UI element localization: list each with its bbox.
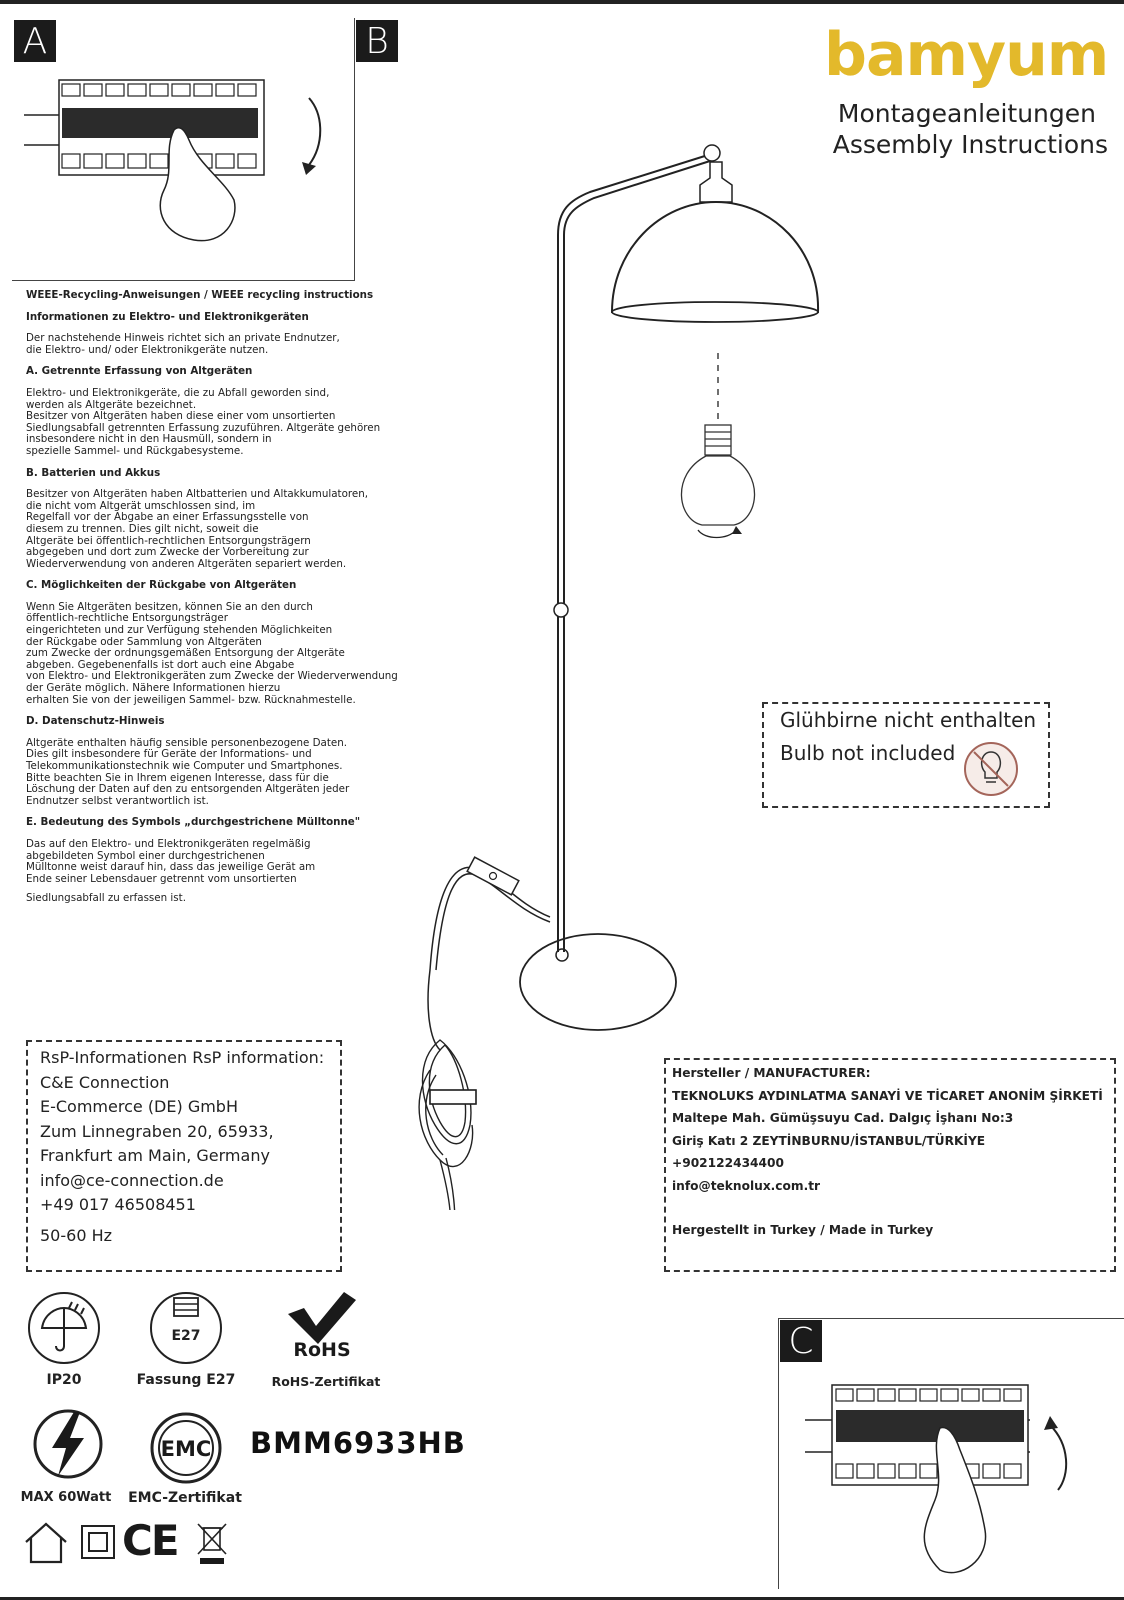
rsp-line-company2: E-Commerce (DE) GmbH [40,1097,238,1116]
mfr-line-address2: Giriş Katı 2 ZEYTİNBURNU/İSTANBUL/TÜRKİYE [672,1133,986,1148]
breaker-switch-off-illustration [24,70,344,250]
emc-icon [148,1410,224,1486]
weee-d-title: D. Datenschutz-Hinweis [26,715,165,728]
max-watt-lightning-icon [32,1406,104,1482]
ip20-label: IP20 [46,1372,82,1388]
breaker-switch-on-illustration [800,1380,1100,1580]
rsp-information-box [26,1040,342,1272]
top-border [0,0,1124,4]
bulb-note-de: Glühbirne nicht enthalten [780,708,1037,732]
rsp-line-frequency: 50-60 Hz [40,1225,113,1245]
panel-b-letter: B [356,20,398,62]
weee-b-text: Besitzer von Altgeräten haben Altbatterien und Altakkumulatoren, die nicht vom Altgerät umschlossen sind, im Regelfall vor der Abgabe an einer Erfassungsstelle von diesem zu trennen. Dies gilt nicht, soweit die Altgeräte bei öffentlich-rechtlichen Entsorgungsträgern abgegeben und dort zum Zwecke der Vorbereitung zur Wiederverwendung von anderen Altgeräten separiert werden. [26,488,369,570]
weee-e-text2: Siedlungsabfall zu erfassen ist. [26,892,186,905]
e27-icon-text: E27 [171,1328,201,1344]
model-number: BMM6933HB [250,1426,466,1460]
weee-b-title: B. Batterien und Akkus [26,466,161,479]
indoor-use-house-icon [22,1520,70,1566]
no-bulb-icon [962,740,1020,798]
weee-intro: Der nachstehende Hinweis richtet sich an private Endnutzer, die Elektro- und/ oder Elektronikgeräte nutzen. [26,332,340,356]
rohs-label: RoHS-Zertifikat [271,1374,381,1389]
ce-mark: CE [122,1516,178,1565]
rsp-line-phone: +49 017 46508451 [40,1195,196,1214]
emc-label: EMC-Zertifikat [128,1490,242,1506]
crossed-bin-weee-icon [196,1520,228,1566]
ip20-umbrella-icon [26,1290,102,1366]
e27-socket-icon [148,1290,224,1366]
rsp-line-title: RsP-Informationen RsP information: [40,1048,325,1067]
weee-c-title: C. Möglichkeiten der Rückgabe von Altgeräten [26,579,297,592]
panel-a-letter: A [14,20,56,62]
subtitle-de: Montageanleitungen [837,99,1096,128]
mfr-line-origin: Hergestellt in Turkey / Made in Turkey [672,1223,934,1237]
weee-d-text: Altgeräte enthalten häufig sensible personenbezogene Daten. Dies gilt insbesondere für Geräte der Informations- und Telekommunikationstechnik wie Computer und Smartphones. Bitte beachten Sie in Ihrem eigenen Interesse, dass für die Löschung der Daten auf den zu entsorgenden Altgeräten jeder Endnutzer selbst verantwortlich ist. [26,736,350,807]
weee-c-text: Wenn Sie Altgeräten besitzen, können Sie an den durch öffentlich-rechtliche Entsorgungsträger eingerichteten und zur Verfügung stehenden Möglichkeiten der Rückgabe oder Sammlung von Altgeräten zum Zwecke der ordnungsgemäßen Entsorgung der Altgeräte abgeben. Gegebenenfalls ist dort auch eine Abgabe von Elektro- und Elektronikgeräten zum Zwecke der Wiederverwendung der Geräte möglich. Nähere Informationen hierzu erhalten Sie von der jeweiligen Sammel- bzw. Rücknahmestelle. [26,600,398,706]
mfr-line-address1: Maltepe Mah. Gümüşsuyu Cad. Dalgıç İşhanı No:3 [672,1111,1014,1125]
max-watt-label: MAX 60Watt [20,1490,112,1505]
mfr-line-phone: +902122434400 [672,1156,784,1170]
emc-logo-text: EMC [160,1437,212,1461]
weee-a-title: A. Getrennte Erfassung von Altgeräten [26,365,253,378]
brand-logo: bamyum [824,20,1109,90]
weee-title: WEEE-Recycling-Anweisungen / WEEE recycling instructions [26,289,374,301]
floor-lamp-illustration [410,140,830,1210]
weee-e-title: E. Bedeutung des Symbols „durchgestrichene Mülltonne" [26,816,361,829]
rsp-line-street: Zum Linnegraben 20, 65933, [40,1121,274,1141]
bulb-not-included-note [762,702,1050,808]
subtitle-en: Assembly Instructions [832,130,1108,159]
class-ii-double-square-icon [80,1522,116,1562]
socket-label: Fassung E27 [136,1372,236,1388]
weee-info-title: Informationen zu Elektro- und Elektronikgeräten [26,310,309,323]
rohs-checkmark-icon [282,1288,362,1358]
bulb-icon [681,425,754,525]
bulb-note-en: Bulb not included [780,741,956,765]
weee-a-text: Elektro- und Elektronikgeräte, die zu Abfall geworden sind, werden als Altgeräte bezeichnet. Besitzer von Altgeräten haben diese einer vom unsortierten Siedlungsabfall getrennten Erfassung zuzuführen. Altgeräte gehören insbesondere nicht in den Hausmüll, sondern in spezielle Sammel- und Rückgabesysteme. [26,386,381,457]
mfr-line-email: info@teknolux.com.tr [672,1178,821,1193]
rsp-line-company: C&E Connection [40,1072,170,1092]
rsp-line-city: Frankfurt am Main, Germany [40,1146,270,1165]
mfr-line-title: Hersteller / MANUFACTURER: [672,1066,871,1080]
panel-c-letter: C [780,1320,822,1362]
mfr-line-company: TEKNOLUKS AYDINLATMA SANAYİ VE TİCARET ANONİM ŞİRKETİ [672,1088,1103,1103]
rsp-line-email: info@ce-connection.de [40,1170,224,1190]
weee-instructions [26,290,446,913]
manufacturer-box [664,1058,1116,1272]
weee-e-text: Das auf den Elektro- und Elektronikgeräten regelmäßig abgebildeten Symbol einer durchgestrichenen Mülltonne weist darauf hin, dass das jeweilige Gerät am Ende seiner Lebensdauer getrennt vom unsortierten [26,837,316,885]
rohs-logo-text: RoHS [293,1339,351,1358]
